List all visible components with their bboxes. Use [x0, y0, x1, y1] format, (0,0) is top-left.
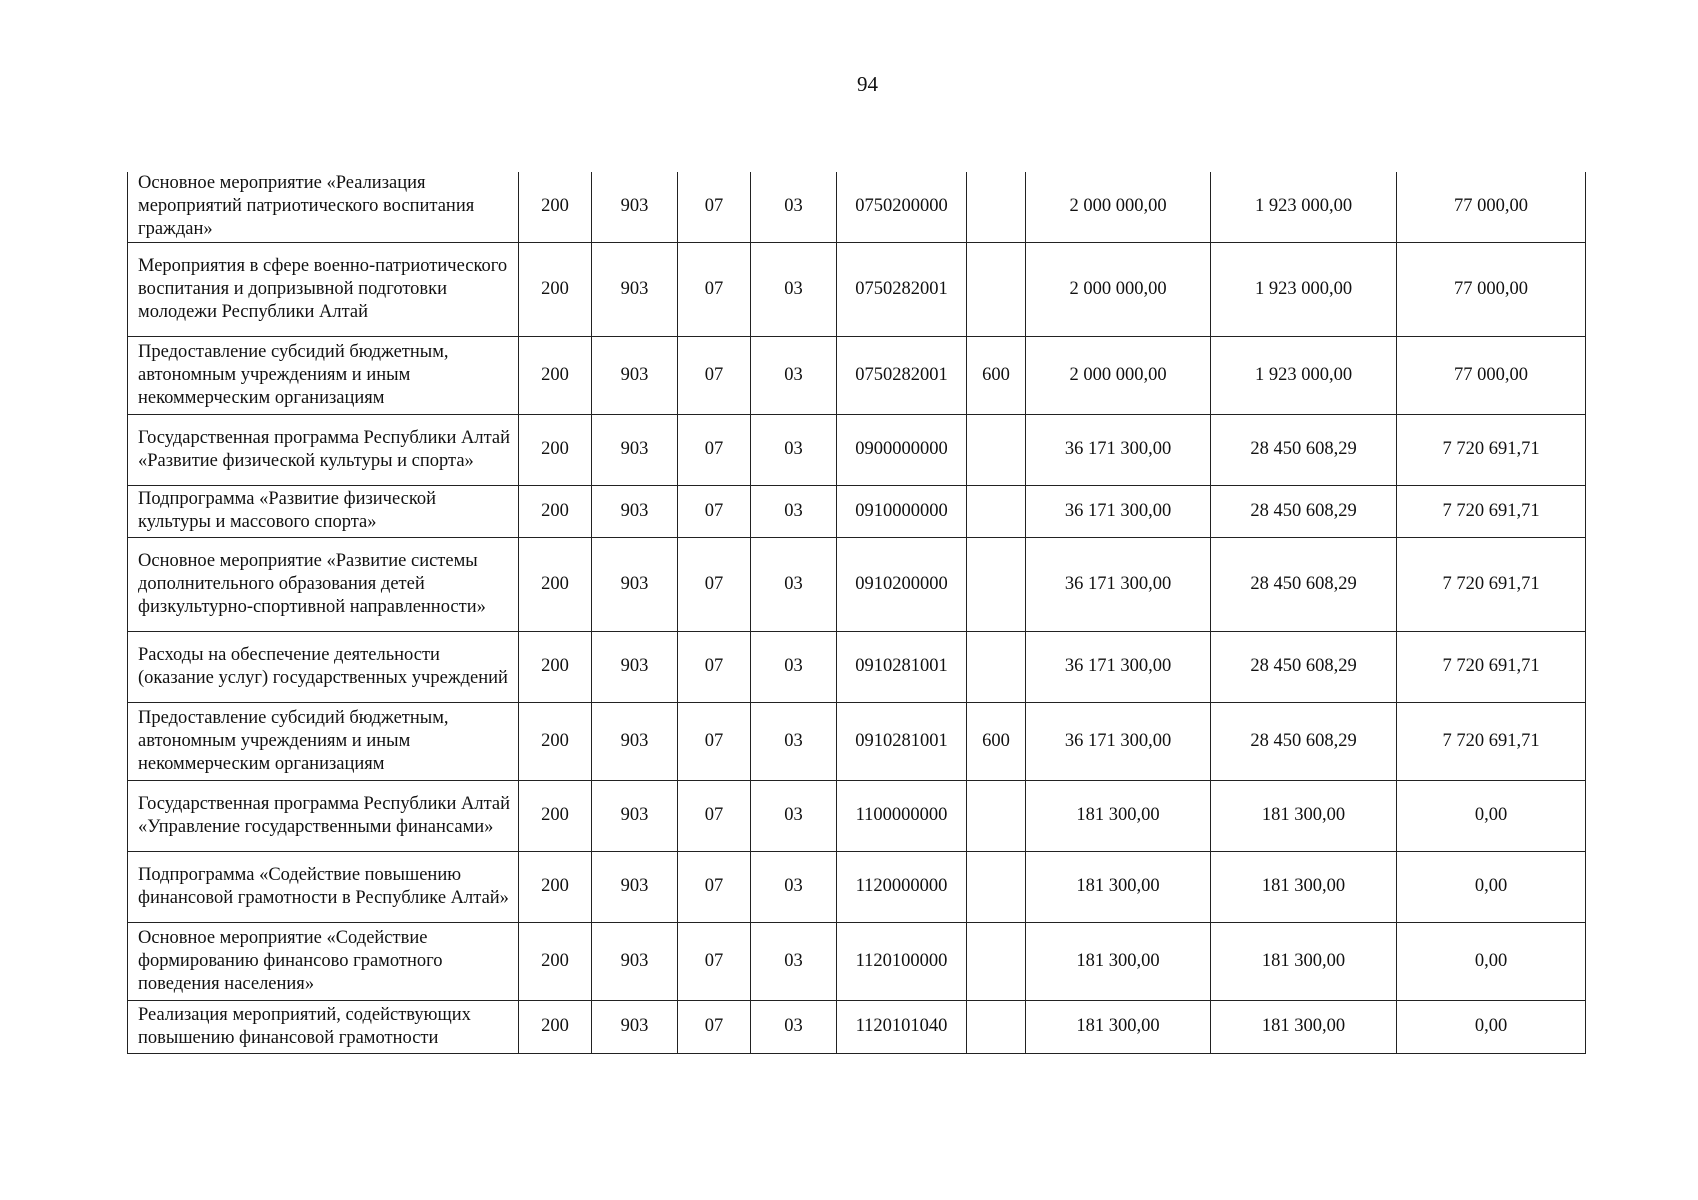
table-row [128, 242, 1586, 336]
expense-type-code-cell [967, 172, 1026, 242]
subsection-code-cell: 03 [751, 485, 837, 537]
table-row [128, 631, 1586, 702]
admin-code-cell: 903 [592, 537, 678, 631]
section-code-cell: 07 [678, 336, 751, 414]
section-code-cell: 07 [678, 631, 751, 702]
remaining-amount-cell: 77 000,00 [1397, 242, 1586, 336]
target-code-cell: 1100000000 [837, 780, 967, 851]
planned-amount-cell: 36 171 300,00 [1026, 414, 1211, 485]
section-code-cell: 07 [678, 537, 751, 631]
target-code-cell: 0900000000 [837, 414, 967, 485]
planned-amount-cell: 181 300,00 [1026, 780, 1211, 851]
planned-amount-cell: 36 171 300,00 [1026, 485, 1211, 537]
executed-amount-cell: 28 450 608,29 [1211, 414, 1397, 485]
item-name-cell: Подпрограмма «Содействие повышению финансовой грамотности в Республике Алтай» [128, 851, 519, 922]
subsection-code-cell: 03 [751, 414, 837, 485]
kvr-code-cell: 200 [519, 780, 592, 851]
item-name-cell: Подпрограмма «Развитие физической культуры и массового спорта» [128, 485, 519, 537]
item-name-cell: Государственная программа Республики Алтай «Управление государственными финансами» [128, 780, 519, 851]
target-code-cell: 0910200000 [837, 537, 967, 631]
table-row [128, 851, 1586, 922]
item-name-cell: Государственная программа Республики Алтай «Развитие физической культуры и спорта» [128, 414, 519, 485]
item-name-cell: Расходы на обеспечение деятельности (оказание услуг) государственных учреждений [128, 631, 519, 702]
subsection-code-cell: 03 [751, 780, 837, 851]
target-code-cell: 0910281001 [837, 631, 967, 702]
planned-amount-cell: 36 171 300,00 [1026, 631, 1211, 702]
admin-code-cell: 903 [592, 172, 678, 242]
subsection-code-cell: 03 [751, 537, 837, 631]
subsection-code-cell: 03 [751, 922, 837, 1000]
remaining-amount-cell: 7 720 691,71 [1397, 414, 1586, 485]
kvr-code-cell: 200 [519, 702, 592, 780]
admin-code-cell: 903 [592, 631, 678, 702]
section-code-cell: 07 [678, 172, 751, 242]
admin-code-cell: 903 [592, 485, 678, 537]
section-code-cell: 07 [678, 780, 751, 851]
kvr-code-cell: 200 [519, 485, 592, 537]
table-row [128, 336, 1586, 414]
remaining-amount-cell: 7 720 691,71 [1397, 485, 1586, 537]
expense-type-code-cell [967, 631, 1026, 702]
admin-code-cell: 903 [592, 702, 678, 780]
subsection-code-cell: 03 [751, 172, 837, 242]
expense-type-code-cell: 600 [967, 702, 1026, 780]
section-code-cell: 07 [678, 851, 751, 922]
target-code-cell: 0750282001 [837, 336, 967, 414]
table-row [128, 922, 1586, 1000]
target-code-cell: 1120101040 [837, 1000, 967, 1053]
executed-amount-cell: 28 450 608,29 [1211, 702, 1397, 780]
target-code-cell: 1120000000 [837, 851, 967, 922]
remaining-amount-cell: 0,00 [1397, 851, 1586, 922]
section-code-cell: 07 [678, 485, 751, 537]
expense-type-code-cell [967, 242, 1026, 336]
page-number: 94 [857, 72, 878, 96]
admin-code-cell: 903 [592, 780, 678, 851]
budget-table [127, 172, 1586, 1054]
kvr-code-cell: 200 [519, 1000, 592, 1053]
remaining-amount-cell: 0,00 [1397, 922, 1586, 1000]
table-row [128, 485, 1586, 537]
kvr-code-cell: 200 [519, 336, 592, 414]
subsection-code-cell: 03 [751, 702, 837, 780]
expense-type-code-cell [967, 414, 1026, 485]
table-row [128, 702, 1586, 780]
executed-amount-cell: 28 450 608,29 [1211, 537, 1397, 631]
admin-code-cell: 903 [592, 851, 678, 922]
remaining-amount-cell: 7 720 691,71 [1397, 702, 1586, 780]
executed-amount-cell: 181 300,00 [1211, 1000, 1397, 1053]
admin-code-cell: 903 [592, 242, 678, 336]
table-row [128, 780, 1586, 851]
expense-type-code-cell [967, 537, 1026, 631]
remaining-amount-cell: 7 720 691,71 [1397, 631, 1586, 702]
admin-code-cell: 903 [592, 1000, 678, 1053]
item-name-cell: Основное мероприятие «Реализация мероприятий патриотического воспитания граждан» [128, 172, 519, 242]
planned-amount-cell: 181 300,00 [1026, 922, 1211, 1000]
admin-code-cell: 903 [592, 414, 678, 485]
target-code-cell: 0910281001 [837, 702, 967, 780]
executed-amount-cell: 1 923 000,00 [1211, 172, 1397, 242]
executed-amount-cell: 181 300,00 [1211, 851, 1397, 922]
target-code-cell: 0750200000 [837, 172, 967, 242]
admin-code-cell: 903 [592, 922, 678, 1000]
remaining-amount-cell: 0,00 [1397, 780, 1586, 851]
planned-amount-cell: 36 171 300,00 [1026, 537, 1211, 631]
remaining-amount-cell: 7 720 691,71 [1397, 537, 1586, 631]
item-name-cell: Предоставление субсидий бюджетным, автономным учреждениям и иным некоммерческим организациям [128, 702, 519, 780]
table-row [128, 1000, 1586, 1053]
table-row [128, 537, 1586, 631]
item-name-cell: Основное мероприятие «Развитие системы дополнительного образования детей физкультурно-спортивной направленности» [128, 537, 519, 631]
subsection-code-cell: 03 [751, 631, 837, 702]
table-body [128, 172, 1586, 1053]
executed-amount-cell: 28 450 608,29 [1211, 631, 1397, 702]
target-code-cell: 0910000000 [837, 485, 967, 537]
kvr-code-cell: 200 [519, 631, 592, 702]
section-code-cell: 07 [678, 414, 751, 485]
kvr-code-cell: 200 [519, 851, 592, 922]
kvr-code-cell: 200 [519, 172, 592, 242]
planned-amount-cell: 181 300,00 [1026, 851, 1211, 922]
kvr-code-cell: 200 [519, 537, 592, 631]
planned-amount-cell: 36 171 300,00 [1026, 702, 1211, 780]
expense-type-code-cell [967, 1000, 1026, 1053]
planned-amount-cell: 2 000 000,00 [1026, 336, 1211, 414]
item-name-cell: Предоставление субсидий бюджетным, автономным учреждениям и иным некоммерческим организациям [128, 336, 519, 414]
expense-type-code-cell [967, 851, 1026, 922]
expense-type-code-cell [967, 485, 1026, 537]
remaining-amount-cell: 77 000,00 [1397, 172, 1586, 242]
target-code-cell: 1120100000 [837, 922, 967, 1000]
planned-amount-cell: 2 000 000,00 [1026, 172, 1211, 242]
expense-type-code-cell [967, 780, 1026, 851]
table-row [128, 414, 1586, 485]
item-name-cell: Мероприятия в сфере военно-патриотического воспитания и допризывной подготовки молодежи Республики Алтай [128, 242, 519, 336]
expense-type-code-cell: 600 [967, 336, 1026, 414]
subsection-code-cell: 03 [751, 242, 837, 336]
remaining-amount-cell: 77 000,00 [1397, 336, 1586, 414]
executed-amount-cell: 1 923 000,00 [1211, 336, 1397, 414]
executed-amount-cell: 181 300,00 [1211, 780, 1397, 851]
section-code-cell: 07 [678, 1000, 751, 1053]
kvr-code-cell: 200 [519, 414, 592, 485]
section-code-cell: 07 [678, 922, 751, 1000]
executed-amount-cell: 1 923 000,00 [1211, 242, 1397, 336]
item-name-cell: Основное мероприятие «Содействие формированию финансово грамотного поведения населения» [128, 922, 519, 1000]
section-code-cell: 07 [678, 242, 751, 336]
remaining-amount-cell: 0,00 [1397, 1000, 1586, 1053]
target-code-cell: 0750282001 [837, 242, 967, 336]
section-code-cell: 07 [678, 702, 751, 780]
kvr-code-cell: 200 [519, 922, 592, 1000]
planned-amount-cell: 2 000 000,00 [1026, 242, 1211, 336]
planned-amount-cell: 181 300,00 [1026, 1000, 1211, 1053]
table-row [128, 172, 1586, 242]
subsection-code-cell: 03 [751, 336, 837, 414]
admin-code-cell: 903 [592, 336, 678, 414]
executed-amount-cell: 28 450 608,29 [1211, 485, 1397, 537]
kvr-code-cell: 200 [519, 242, 592, 336]
expense-type-code-cell [967, 922, 1026, 1000]
subsection-code-cell: 03 [751, 851, 837, 922]
subsection-code-cell: 03 [751, 1000, 837, 1053]
item-name-cell: Реализация мероприятий, содействующих повышению финансовой грамотности [128, 1000, 519, 1053]
executed-amount-cell: 181 300,00 [1211, 922, 1397, 1000]
